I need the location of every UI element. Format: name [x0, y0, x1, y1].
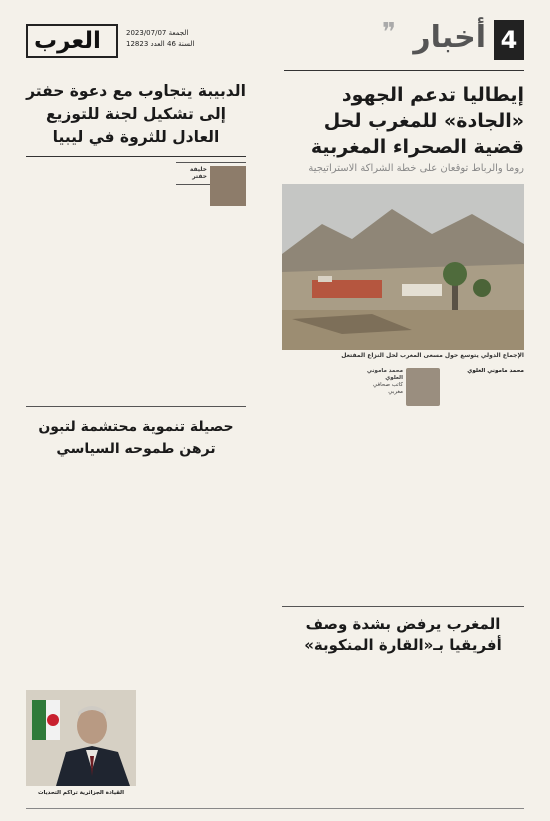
- main-story-subtitle: روما والرباط توقعان على خطة الشراكة الاستراتيجية: [308, 163, 524, 174]
- byline: محمد ماموني العلوي: [467, 368, 524, 374]
- tebboune-photo-caption: القيادة الجزائرية تراكم التحديات: [37, 790, 125, 796]
- left-mid-column-1: [26, 470, 96, 684]
- left-mid-column-2: [102, 470, 170, 684]
- date: الجمعة 2023/07/07: [126, 29, 189, 37]
- quote-box: [176, 162, 246, 185]
- author-portrait: [406, 368, 440, 406]
- bottom-right-column-1: [448, 664, 524, 804]
- divider: [282, 606, 524, 607]
- bottom-right-column-3: [282, 664, 356, 804]
- quote-mark-icon: ❞: [382, 18, 396, 48]
- quote-label: خليفة حفتر: [189, 166, 207, 181]
- byline-card-name: محمد ماموني العلوي: [366, 368, 403, 381]
- main-story-column-3: [282, 368, 356, 604]
- tebboune-photo: [26, 690, 136, 786]
- logo-text: العرب: [34, 28, 101, 54]
- portrait-illustration: [26, 690, 136, 786]
- left-mid-column-3: [176, 470, 246, 684]
- left-bottom-column: [142, 690, 246, 806]
- section-number: 4: [494, 20, 524, 60]
- left-story-column-1: [26, 162, 96, 402]
- left-story-column-2: [102, 162, 170, 402]
- footer-rule: [26, 808, 524, 809]
- landscape-photo-illustration: [282, 184, 524, 350]
- section-name: أخبار: [413, 20, 486, 55]
- bottom-right-column-2: [364, 664, 440, 804]
- left-story-rule: [26, 156, 246, 157]
- byline-card-role: كاتب صحافي مغربي: [372, 382, 403, 395]
- main-story-column-2: [364, 368, 440, 604]
- dateline: [126, 28, 196, 50]
- newspaper-logo: [26, 24, 118, 58]
- masthead: [26, 14, 524, 62]
- issue-number: السنة 46 العدد 12823: [126, 40, 195, 48]
- left-story-column-3: [176, 162, 246, 402]
- main-story-rule: [284, 70, 524, 71]
- bottom-right-story-title: المغرب يرفض بشدة وصف أفريقيا بـ«القارة المنكوبة»: [304, 615, 502, 654]
- left-story-title: الدبيبة يتجاوب مع دعوة حفتر إلى تشكيل لجنة للتوزيع العادل للثروة في ليبيا: [26, 82, 246, 146]
- divider: [26, 406, 246, 407]
- main-photo-caption: الإجماع الدولي يتوسع حول مسعى المغرب لحل النزاع المفتعل: [341, 352, 524, 359]
- byline-card: [364, 368, 440, 396]
- main-story-photo: [282, 184, 524, 350]
- main-story-title: إيطاليا تدعم الجهود «الجادة» للمغرب لحل قضية الصحراء المغربية: [310, 84, 524, 158]
- left-mid-story-title: حصيلة تنموية محتشمة لتبون ترهن طموحه السياسي: [38, 419, 234, 457]
- haftar-portrait: [210, 166, 246, 206]
- main-story-column-1: [448, 368, 524, 604]
